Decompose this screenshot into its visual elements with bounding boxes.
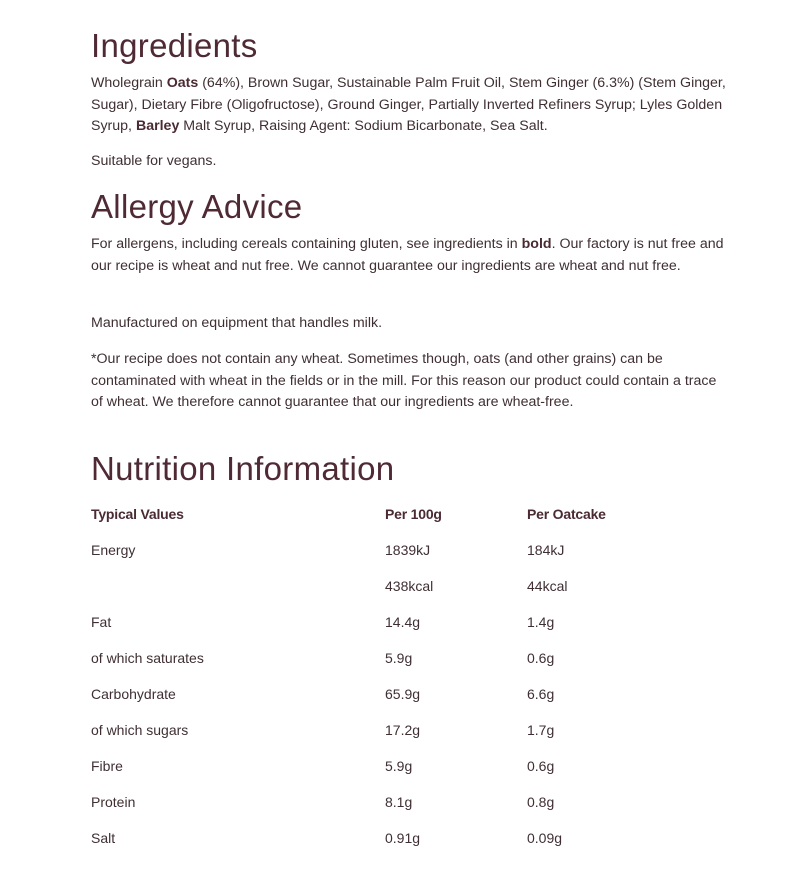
per-oatcake-value: 0.6g xyxy=(527,758,555,774)
column-header-per-100g: Per 100g xyxy=(385,506,442,522)
nutrient-label: Fibre xyxy=(91,758,123,774)
allergy-bold-word: bold xyxy=(521,236,552,252)
nutrition-table-header xyxy=(91,496,651,532)
column-header-typical-values: Typical Values xyxy=(91,506,184,522)
per-100g-value: 17.2g xyxy=(385,722,421,738)
nutrient-label: Carbohydrate xyxy=(91,686,176,702)
ingredients-text-part: (64%), Brown Sugar, Sustainable Palm Fruit Oil, Stem Ginger (6.3%) (Stem Ginger, Sugar), Dietary Fibre (Oligofructose), Ground Ginger, Partially Inverted Refiners Syrup; Lyles Golden Syrup, xyxy=(91,75,726,135)
nutrient-label: Fat xyxy=(91,614,112,630)
per-oatcake-value: 0.6g xyxy=(527,650,555,666)
per-100g-value: 5.9g xyxy=(385,758,413,774)
per-oatcake-value: 44kcal xyxy=(527,578,568,594)
per-100g-value: 8.1g xyxy=(385,794,413,810)
ingredients-text xyxy=(91,73,727,138)
nutrient-label: of which sugars xyxy=(91,722,189,738)
ingredients-allergen-oats: Oats xyxy=(166,75,199,91)
per-oatcake-value: 1.4g xyxy=(527,614,555,630)
table-row xyxy=(91,640,651,676)
allergy-text-part: For allergens, including cereals containing gluten, see ingredients in xyxy=(91,236,522,252)
nutrient-label: Energy xyxy=(91,542,136,558)
allergy-heading: Allergy Advice xyxy=(91,188,303,225)
per-100g-value: 14.4g xyxy=(385,614,421,630)
per-oatcake-value: 0.09g xyxy=(527,830,563,846)
ingredients-text-part: Wholegrain xyxy=(91,75,167,91)
allergy-paragraph-1 xyxy=(91,234,727,277)
per-oatcake-value: 0.8g xyxy=(527,794,555,810)
per-100g-value: 1839kJ xyxy=(385,542,431,558)
per-oatcake-value: 6.6g xyxy=(527,686,555,702)
allergy-paragraph-2: Manufactured on equipment that handles milk. xyxy=(91,315,383,331)
allergy-paragraph-3: *Our recipe does not contain any wheat. Sometimes though, oats (and other grains) can be contaminated with wheat in the fields or in the mill. For this reason our product could contain a trace of wheat. We therefore cannot guarantee that our ingredients are wheat-free. xyxy=(91,351,717,411)
allergy-text-part: . Our factory is nut free and our recipe is wheat and nut free. We cannot guarantee our ingredients are wheat and nut free. xyxy=(91,236,724,274)
nutrition-heading: Nutrition Information xyxy=(91,450,395,487)
table-row xyxy=(91,712,651,748)
table-row xyxy=(91,820,651,856)
nutrient-label: Salt xyxy=(91,830,116,846)
ingredients-heading: Ingredients xyxy=(91,27,258,64)
vegan-note: Suitable for vegans. xyxy=(91,153,217,169)
nutrition-table xyxy=(91,496,651,856)
table-row xyxy=(91,568,651,604)
nutrient-label: of which saturates xyxy=(91,650,204,666)
table-row xyxy=(91,676,651,712)
ingredients-text-part: Malt Syrup, Raising Agent: Sodium Bicarbonate, Sea Salt. xyxy=(179,118,548,135)
per-100g-value: 0.91g xyxy=(385,830,421,846)
per-oatcake-value: 1.7g xyxy=(527,722,555,738)
table-row xyxy=(91,604,651,640)
nutrient-label: Protein xyxy=(91,794,136,810)
column-header-per-oatcake: Per Oatcake xyxy=(527,506,606,522)
per-100g-value: 438kcal xyxy=(385,578,434,594)
ingredients-allergen-barley: Barley xyxy=(135,118,180,135)
table-row xyxy=(91,532,651,568)
per-oatcake-value: 184kJ xyxy=(527,542,565,558)
per-100g-value: 65.9g xyxy=(385,686,421,702)
table-row xyxy=(91,784,651,820)
table-row xyxy=(91,748,651,784)
per-100g-value: 5.9g xyxy=(385,650,413,666)
